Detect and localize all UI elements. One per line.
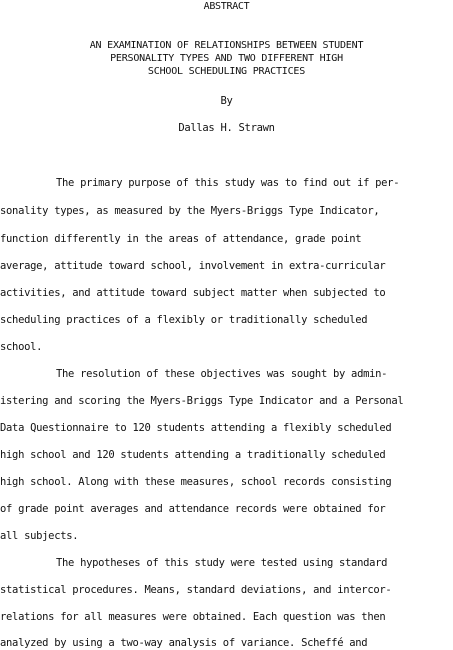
paragraph-line: istering and scoring the Myers-Briggs Type Indicator and a Personal [0, 395, 404, 407]
paragraph-line: function differently in the areas of attendance, grade point [0, 233, 362, 245]
title-line-3: SCHOOL SCHEDULING PRACTICES [147, 66, 306, 77]
paragraph-line: The hypotheses of this study were tested using standard [56, 557, 388, 569]
title-line-1: AN EXAMINATION OF RELATIONSHIPS BETWEEN STUDENT [89, 40, 364, 51]
author-name: Dallas H. Strawn [178, 122, 275, 134]
paragraph-line: all subjects. [0, 530, 79, 542]
paragraph-line: Data Questionnaire to 120 students attending a flexibly scheduled [0, 422, 392, 434]
paragraph-line: analyzed by using a two-way analysis of variance. Scheffé and [0, 637, 368, 649]
paragraph-line: relations for all measures were obtained. Each question was then [0, 611, 386, 623]
paragraph-line: sonality types, as measured by the Myers-Briggs Type Indicator, [0, 205, 380, 217]
paragraph-line: average, attitude toward school, involvement in extra-curricular [0, 260, 386, 272]
paragraph-line: of grade point averages and attendance records were obtained for [0, 503, 386, 515]
title-line-2: PERSONALITY TYPES AND TWO DIFFERENT HIGH [110, 53, 343, 64]
paragraph-line: statistical procedures. Means, standard deviations, and intercor- [0, 584, 392, 596]
paragraph-line: high school. Along with these measures, school records consisting [0, 476, 392, 488]
by-line: By [220, 95, 233, 107]
paragraph-line: The primary purpose of this study was to find out if per- [56, 177, 400, 189]
abstract-heading: ABSTRACT [203, 1, 250, 12]
paragraph-line: The resolution of these objectives was sought by admin- [56, 368, 388, 380]
paragraph-line: activities, and attitude toward subject matter when subjected to [0, 287, 386, 299]
paragraph-line: high school and 120 students attending a traditionally scheduled [0, 449, 386, 461]
paragraph-line: school. [0, 341, 43, 353]
paragraph-line: scheduling practices of a flexibly or traditionally scheduled [0, 314, 368, 326]
